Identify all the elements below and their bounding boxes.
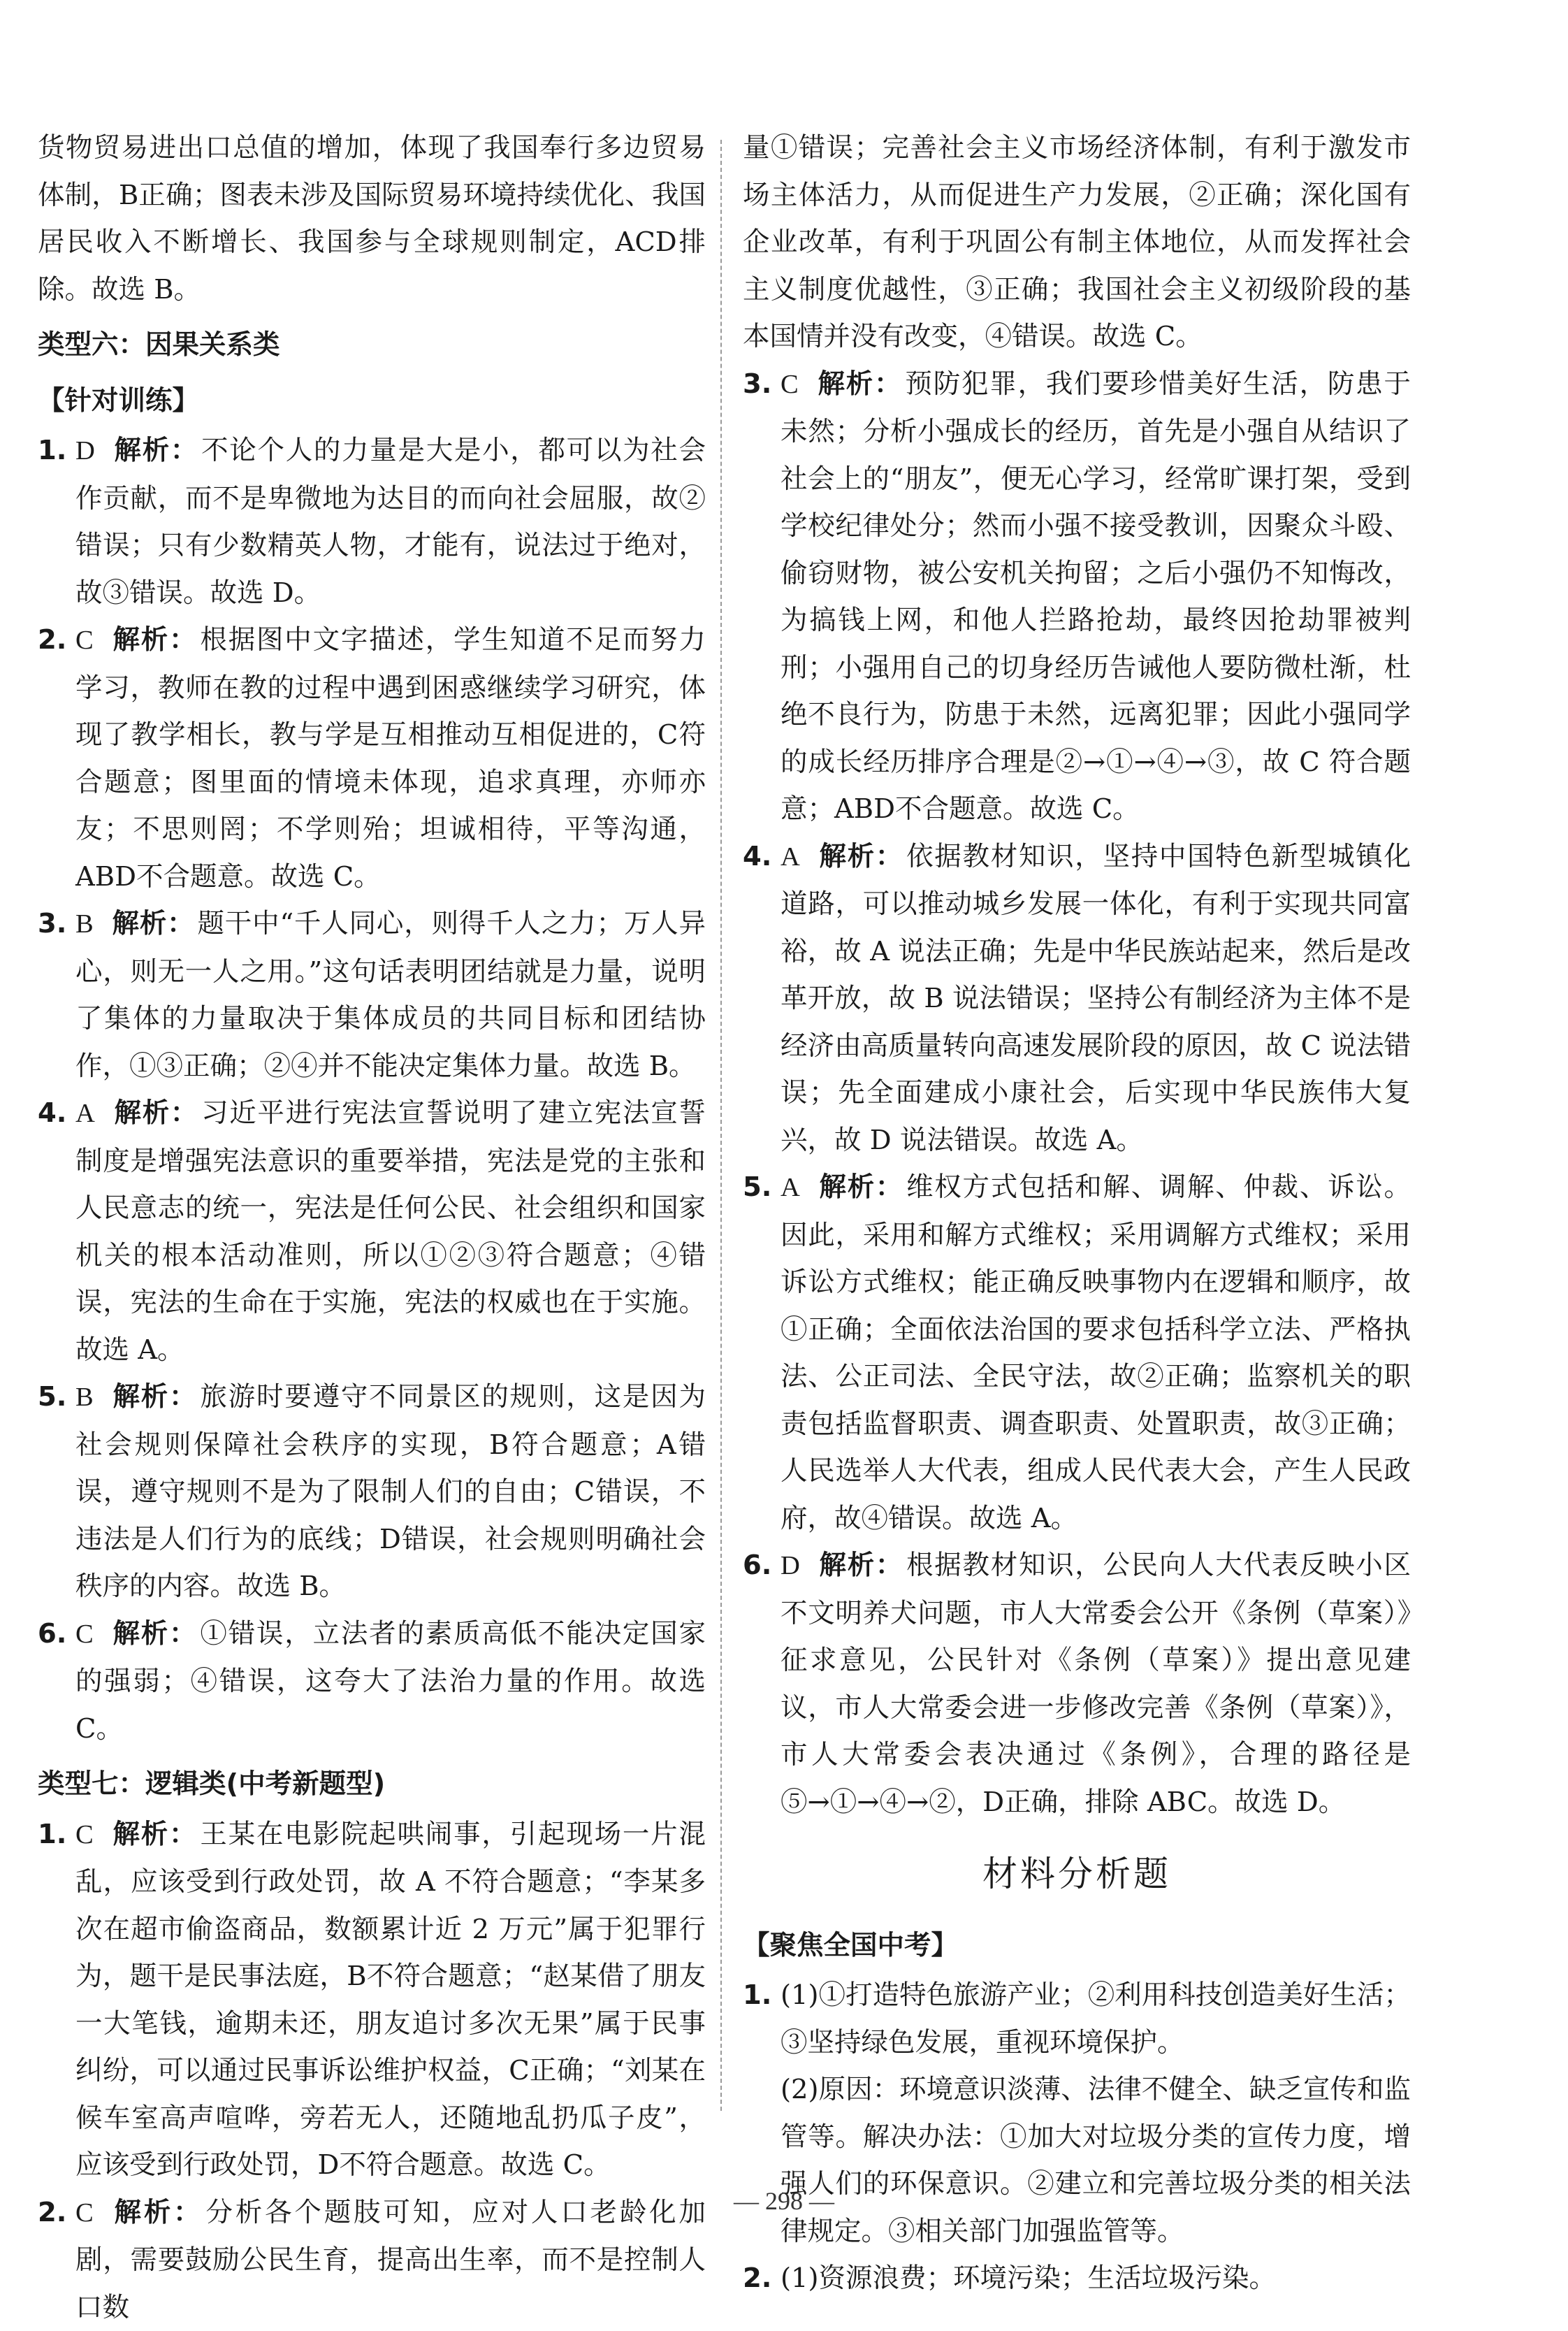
item-number: 3. bbox=[38, 900, 66, 948]
analysis-label: 解析： bbox=[112, 1819, 198, 1850]
type7-item-4 bbox=[743, 833, 1411, 1164]
answer-letter: D bbox=[75, 436, 95, 466]
type7-item-5 bbox=[743, 1164, 1411, 1542]
analysis-text: 旅游时要遵守不同景区的规则，这是因为社会规则保障社会秩序的实现，B符合题意；A错误，遵守规则不是为了限制人们的自由；C错误，不违法是人们行为的底线；D错误，社会规则明确社会秩序的内容。故选 B。 bbox=[75, 1381, 706, 1602]
type7-item-6 bbox=[743, 1542, 1411, 1826]
item-number: 1. bbox=[38, 427, 66, 475]
item-number: 1. bbox=[38, 1811, 66, 1859]
type7-title: 类型七：逻辑类(中考新题型) bbox=[38, 1761, 706, 1808]
type6-training-label: 【针对训练】 bbox=[38, 377, 706, 425]
answer-letter: C bbox=[75, 626, 94, 655]
analysis-text: 王某在电影院起哄闹事，引起现场一片混乱，应该受到行政处罚，故 A 不符合题意；“李某多次在超市偷盗商品，数额累计近 2 万元”属于犯罪行为，题干是民事法庭，B不符合题意；“赵某借了朋友一大笔钱，逾期未还，朋友追讨多次无果”属于民事纠纷，可以通过民事诉讼维护权益，C正确；“刘某在候车室高声喧哗，旁若无人，还随地乱扔瓜子皮”，应该受到行政处罚，D不符合题意。故选 C。 bbox=[75, 1819, 706, 2181]
type6-title: 类型六：因果关系类 bbox=[38, 322, 706, 369]
answer-letter: A bbox=[781, 842, 800, 872]
analysis-text: 维权方式包括和解、调解、仲裁、诉讼。因此，采用和解方式维权；采用调解方式维权；采用诉讼方式维权；能正确反映事物内在逻辑和顺序，故①正确；全面依法治国的要求包括科学立法、严格执法、公正司法、全民守法，故②正确；监察机关的职责包括监督职责、调查职责、处置职责，故③正确；人民选举人大代表，组成人民代表大会，产生人民政府，故④错误。故选 A。 bbox=[781, 1171, 1411, 1534]
material-question-2 bbox=[743, 2255, 1411, 2302]
analysis-text: 题干中“千人同心，则得千人之力；万人异心，则无一人之用。”这句话表明团结就是力量，说明了集体的力量取决于集体成员的共同目标和团结协作，①③正确；②④并不能决定集体力量。故选 B。 bbox=[75, 908, 706, 1082]
analysis-label: 解析： bbox=[818, 841, 903, 872]
left-column bbox=[38, 124, 706, 2331]
analysis-label: 解析： bbox=[112, 624, 198, 656]
answer-part-1: (1)资源浪费；环境污染；生活垃圾污染。 bbox=[781, 2255, 1411, 2302]
answer-letter: A bbox=[75, 1099, 95, 1128]
analysis-text: 习近平进行宪法宣誓说明了建立宪法宣誓制度是增强宪法意识的重要举措，宪法是党的主张和人民意志的统一，宪法是任何公民、社会组织和国家机关的根本活动准则，所以①②③符合题意；④错误，宪法的生命在于实施，宪法的权威也在于实施。故选 A。 bbox=[75, 1097, 706, 1366]
type6-item-3 bbox=[38, 900, 706, 1090]
analysis-text: 根据图中文字描述，学生知道不足而努力学习，教师在教的过程中遇到困惑继续学习研究，体现了教学相长，教与学是互相推动互相促进的，C符合题意；图里面的情境未体现，追求真理，亦师亦友；不思则罔；不学则殆；坦诚相待，平等沟通，ABD不合题意。故选 C。 bbox=[75, 624, 706, 893]
analysis-text: 根据教材知识，公民向人大代表反映小区不文明养犬问题，市人大常委会公开《条例（草案）》征求意见，公民针对《条例（草案）》提出意见建议，市人大常委会进一步修改完善《条例（草案）》，市人大常委会表决通过《条例》，合理的路径是⑤→①→④→②，D正确，排除 ABC。故选 D。 bbox=[781, 1550, 1411, 1818]
analysis-text: 依据教材知识，坚持中国特色新型城镇化道路，可以推动城乡发展一体化，有利于实现共同富裕，故 A 说法正确；先是中华民族站起来，然后是改革开放，故 B 说法错误；坚持公有制经济为主体不是经济由高质量转向高速发展阶段的原因，故 C 说法错误；先全面建成小康社会，后实现中华民族伟大复兴，故 D 说法错误。故选 A。 bbox=[781, 841, 1411, 1156]
column-divider bbox=[720, 140, 722, 2111]
item-number: 1. bbox=[743, 1972, 771, 2019]
item-number: 3. bbox=[743, 361, 771, 408]
answer-letter: C bbox=[75, 1619, 94, 1649]
analysis-label: 解析： bbox=[112, 908, 195, 939]
item-number: 4. bbox=[743, 833, 771, 881]
type7-item-1 bbox=[38, 1811, 706, 2189]
analysis-label: 解析： bbox=[113, 435, 198, 466]
left-intro: 货物贸易进出口总值的增加，体现了我国奉行多边贸易体制，B正确；图表未涉及国际贸易环境持续优化、我国居民收入不断增长、我国参与全球规则制定，ACD排除。故选 B。 bbox=[38, 124, 706, 313]
item-number: 2. bbox=[38, 616, 66, 664]
analysis-label: 解析： bbox=[112, 1618, 198, 1650]
item-number: 2. bbox=[38, 2189, 66, 2237]
analysis-text: ①错误，立法者的素质高低不能决定国家的强弱；④错误，这夸大了法治力量的作用。故选 C。 bbox=[75, 1618, 706, 1745]
answer-letter: D bbox=[781, 1551, 800, 1580]
item-number: 6. bbox=[38, 1610, 66, 1658]
type7-item-3 bbox=[743, 361, 1411, 833]
analysis-label: 解析： bbox=[818, 1171, 903, 1203]
right-intro: 量①错误；完善社会主义市场经济体制，有利于激发市场主体活力，从而促进生产力发展，②正确；深化国有企业改革，有利于巩固公有制主体地位，从而发挥社会主义制度优越性，③正确；我国社会主义初级阶段的基本国情并没有改变，④错误。故选 C。 bbox=[743, 124, 1411, 361]
analysis-label: 解析： bbox=[817, 368, 903, 400]
answer-letter: C bbox=[75, 1820, 94, 1849]
item-number: 2. bbox=[743, 2255, 771, 2302]
type6-item-1 bbox=[38, 427, 706, 616]
answer-letter: C bbox=[75, 2198, 94, 2228]
analysis-label: 解析： bbox=[112, 1381, 198, 1413]
type6-item-5 bbox=[38, 1373, 706, 1610]
analysis-label: 解析： bbox=[113, 1097, 198, 1129]
answer-letter: A bbox=[781, 1173, 800, 1202]
answer-letter: B bbox=[75, 909, 94, 939]
section-title: 材料分析题 bbox=[743, 1851, 1411, 1898]
type6-item-6 bbox=[38, 1610, 706, 1753]
analysis-text: 预防犯罪，我们要珍惜美好生活，防患于未然；分析小强成长的经历，首先是小强自从结识了社会上的“朋友”，便无心学习，经常旷课打架，受到学校纪律处分；然而小强不接受教训，因聚众斗殴、偷窃财物，被公安机关拘留；之后小强仍不知悔改，为搞钱上网，和他人拦路抢劫，最终因抢劫罪被判刑；小强用自己的切身经历告诫他人要防微杜渐，杜绝不良行为，防患于未然，远离犯罪；因此小强同学的成长经历排序合理是②→①→④→③，故 C 符合题意；ABD不合题意。故选 C。 bbox=[781, 368, 1411, 825]
answer-part-1: (1)①打造特色旅游产业；②利用科技创造美好生活；③坚持绿色发展，重视环境保护。 bbox=[781, 1972, 1411, 2066]
answer-letter: B bbox=[75, 1383, 94, 1412]
item-number: 5. bbox=[38, 1373, 66, 1421]
item-number: 6. bbox=[743, 1542, 771, 1589]
type6-item-2 bbox=[38, 616, 706, 900]
answer-part-2: (2)原因：环境意识淡薄、法律不健全、缺乏宣传和监管等。解决办法：①加大对垃圾分类的宣传力度，增强人们的环保意识。②建立和完善垃圾分类的相关法律规定。③相关部门加强监管等。 bbox=[781, 2066, 1411, 2255]
right-column bbox=[743, 124, 1411, 2302]
answer-letter: C bbox=[781, 370, 799, 399]
page-number: — 298 — bbox=[0, 2186, 1568, 2216]
type6-item-4 bbox=[38, 1090, 706, 1373]
analysis-text: 分析各个题肢可知，应对人口老龄化加剧，需要鼓励公民生育，提高出生率，而不是控制人口数 bbox=[75, 2197, 706, 2323]
item-number: 5. bbox=[743, 1164, 771, 1211]
analysis-label: 解析： bbox=[112, 2197, 203, 2228]
analysis-text: 不论个人的力量是大是小，都可以为社会作贡献，而不是卑微地为达目的而向社会屈服，故②错误；只有少数精英人物，才能有，说法过于绝对，故③错误。故选 D。 bbox=[75, 435, 706, 609]
analysis-label: 解析： bbox=[818, 1550, 903, 1581]
item-number: 4. bbox=[38, 1090, 66, 1137]
focus-label: 【聚焦全国中考】 bbox=[743, 1922, 1411, 1970]
